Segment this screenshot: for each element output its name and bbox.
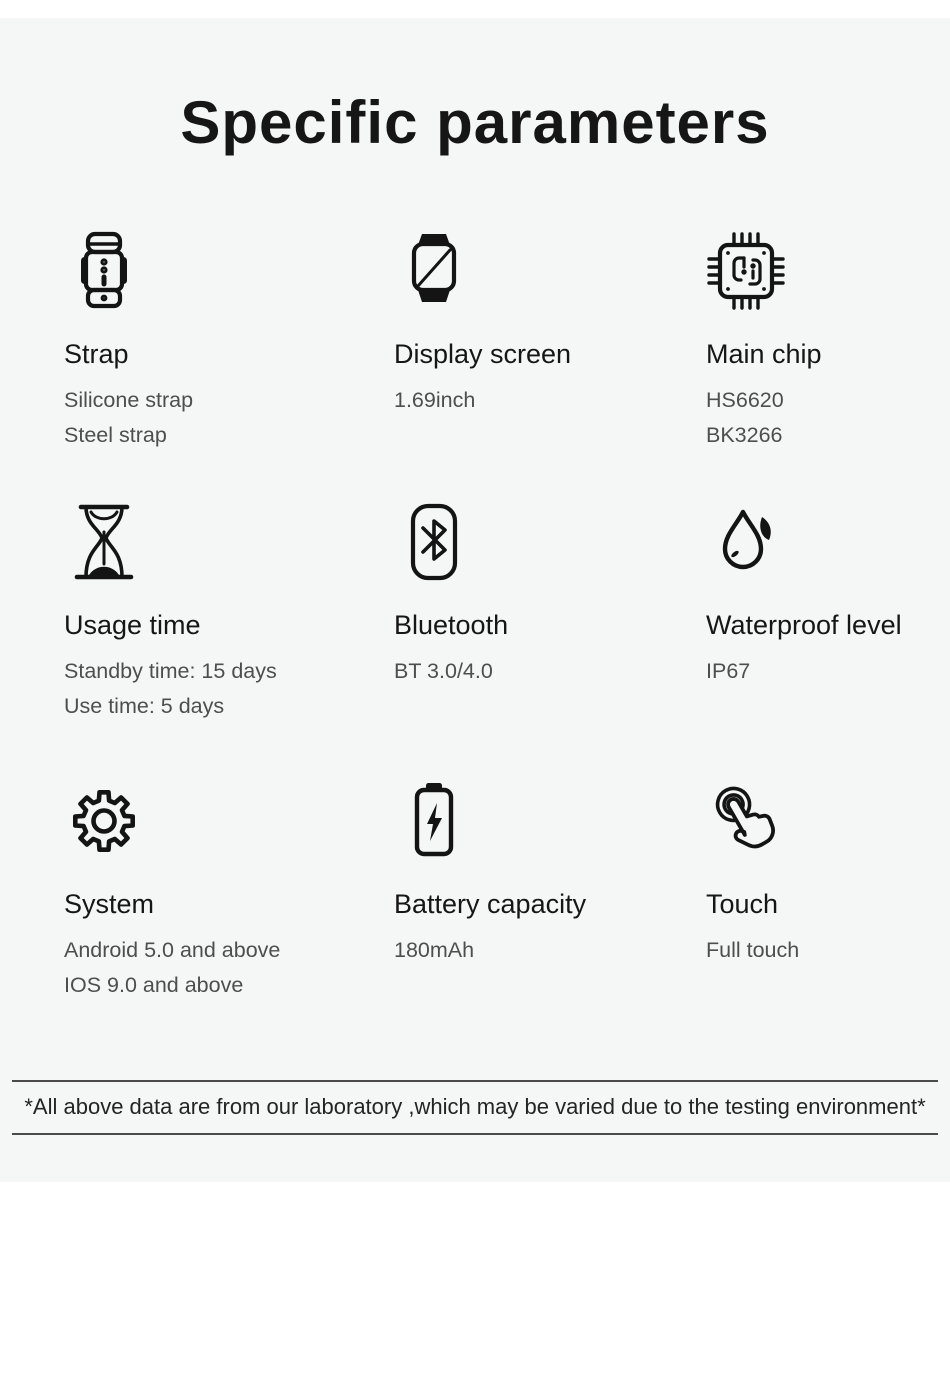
spec-label: Bluetooth bbox=[394, 610, 509, 640]
spec-label: Touch bbox=[706, 889, 779, 919]
disclaimer-text: *All above data are from our laboratory ,which may be varied due to the testing environment* bbox=[24, 1094, 926, 1119]
spec-cell-system bbox=[64, 781, 394, 1002]
system-icon bbox=[64, 781, 394, 865]
spec-value: Android 5.0 and above bbox=[64, 938, 281, 962]
spec-cell-bluetooth bbox=[394, 502, 706, 723]
top-margin bbox=[0, 0, 950, 18]
spec-cell-waterproof bbox=[706, 502, 950, 723]
spec-values bbox=[706, 654, 950, 689]
spec-value: IP67 bbox=[706, 659, 751, 683]
spec-row-2 bbox=[64, 502, 950, 723]
spec-value: BK3266 bbox=[706, 422, 783, 447]
spec-cell-display-screen bbox=[394, 231, 706, 452]
spec-label: Usage time bbox=[64, 610, 201, 640]
spec-value: HS6620 bbox=[706, 388, 784, 412]
battery-icon bbox=[394, 781, 706, 865]
spec-value: Steel strap bbox=[64, 422, 167, 447]
spec-parameters-panel bbox=[0, 18, 950, 1182]
spec-values bbox=[706, 383, 950, 452]
spec-value: Silicone strap bbox=[64, 388, 194, 412]
spec-row-1 bbox=[64, 231, 950, 452]
display-screen-icon bbox=[394, 231, 706, 315]
spec-cell-strap bbox=[64, 231, 394, 452]
spec-value: Use time: 5 days bbox=[64, 693, 225, 718]
spec-values bbox=[64, 933, 394, 1002]
page-title: Specific parameters bbox=[180, 89, 770, 156]
spec-values bbox=[394, 383, 706, 418]
spec-value: BT 3.0/4.0 bbox=[394, 659, 493, 683]
spec-cell-touch bbox=[706, 781, 950, 1002]
touch-icon bbox=[706, 781, 950, 865]
spec-value: IOS 9.0 and above bbox=[64, 972, 244, 997]
spec-label: Strap bbox=[64, 339, 129, 369]
spec-label: System bbox=[64, 889, 155, 919]
main-chip-icon bbox=[706, 231, 950, 315]
spec-cell-usage-time bbox=[64, 502, 394, 723]
bluetooth-icon bbox=[394, 502, 706, 586]
spec-values bbox=[64, 654, 394, 723]
spec-grid bbox=[0, 231, 950, 1002]
spec-values bbox=[394, 654, 706, 689]
waterproof-icon bbox=[706, 502, 950, 586]
spec-row-3 bbox=[64, 781, 950, 1002]
spec-value: Full touch bbox=[706, 938, 800, 962]
spec-cell-main-chip bbox=[706, 231, 950, 452]
spec-label: Waterproof level bbox=[706, 610, 902, 640]
spec-values bbox=[394, 933, 706, 968]
strap-icon bbox=[64, 231, 394, 315]
spec-values bbox=[64, 383, 394, 452]
spec-value: Standby time: 15 days bbox=[64, 659, 277, 683]
spec-value: 1.69inch bbox=[394, 388, 476, 412]
spec-label: Display screen bbox=[394, 339, 572, 369]
spec-value: 180mAh bbox=[394, 938, 475, 962]
spec-values bbox=[706, 933, 950, 968]
spec-cell-battery bbox=[394, 781, 706, 1002]
spec-label: Battery capacity bbox=[394, 889, 587, 919]
laboratory-disclaimer bbox=[12, 1080, 938, 1135]
usage-time-icon bbox=[64, 502, 394, 586]
spec-label: Main chip bbox=[706, 339, 822, 369]
